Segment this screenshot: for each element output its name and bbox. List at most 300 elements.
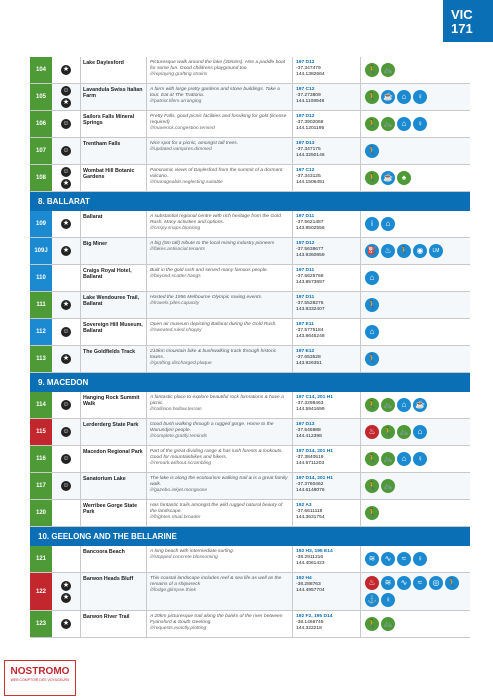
swim-icon: ≋ (381, 576, 395, 590)
site-name: Hanging Rock Summit Walk (80, 392, 146, 418)
site-symbols (52, 111, 80, 137)
LM-icon: LM (429, 244, 443, 258)
walk-icon: 🚶 (365, 452, 379, 466)
table-row (30, 573, 470, 611)
facility-icons (360, 292, 470, 318)
site-location-cell (292, 500, 360, 526)
site-symbols (52, 319, 80, 345)
site-location-cell (292, 57, 360, 83)
site-location-cell (292, 319, 360, 345)
wc-icon: ♀ (413, 452, 427, 466)
bike-icon: 🚲 (381, 452, 395, 466)
longitude: 143.8502556 (296, 226, 325, 232)
star-icon: ★ (62, 66, 70, 73)
facility-icons (360, 473, 470, 499)
site-name: Lake Daylesford (80, 57, 146, 83)
site-symbols (52, 211, 80, 237)
picnic-icon: ⌂ (397, 452, 411, 466)
bike-icon: 🚲 (381, 63, 395, 77)
site-description: Has fantastic trails amongst the wild rugged natural beauty of the landscape. (150, 503, 283, 515)
site-symbols (52, 165, 80, 191)
table-row (30, 346, 470, 373)
facility-icons (360, 265, 470, 291)
walk-icon: 🚶 (365, 144, 379, 158)
latitude: -37.5621487 (296, 220, 324, 226)
walk-icon: 🚶 (365, 90, 379, 104)
site-symbols (52, 265, 80, 291)
what3words-address: ///replaying.grafting.strains (150, 72, 208, 78)
site-symbols (52, 84, 80, 110)
walk-icon: 🚶 (365, 117, 379, 131)
star-icon: ★ (62, 620, 70, 627)
site-description: This coastal landscape includes reef & sea life as well as the remains of a shipwreck (150, 576, 282, 588)
what3words-address: ///manageable.neglecting.suitable (150, 180, 223, 186)
longitude: 144.4061423 (296, 561, 325, 567)
cafe-icon: ☕ (381, 90, 395, 104)
site-name: Bancoora Beach (80, 546, 146, 572)
site-number: 112 (30, 319, 52, 345)
site-location-cell (292, 238, 360, 264)
star-icon: ★ (62, 355, 70, 362)
section-heading-macedon: 9. MACEDON (30, 373, 470, 392)
site-description: Panoramic views of Daylesford from the summit of a dormant volcano. (150, 168, 283, 180)
picnic-icon: ⌂ (397, 90, 411, 104)
longitude: 144.1108948 (296, 99, 325, 105)
site-name: Ballarat (80, 211, 146, 237)
walk-icon: 🚶 (381, 425, 395, 439)
site-number: 105 (30, 84, 52, 110)
site-location-cell (292, 265, 360, 291)
facility-icons (360, 57, 470, 83)
site-name: Barwon Heads Bluff (80, 573, 146, 610)
table-row (30, 211, 470, 238)
latitude: -37.273809 (296, 93, 321, 99)
what3words-address: ///crispy.snaps.blocking (150, 226, 201, 232)
site-symbols (52, 546, 80, 572)
map-reference: 192 H4 (296, 576, 312, 581)
site-name: Sailors Falls Mineral Springs (80, 111, 146, 137)
latitude: -37.3298463 (296, 401, 324, 407)
bike-icon: 🚲 (381, 617, 395, 631)
info-icon: i (365, 217, 379, 231)
site-number: 114 (30, 392, 52, 418)
walk-icon: 🚶 (365, 506, 379, 520)
logo-name: NOSTROMO (10, 666, 70, 677)
site-name: Barwon River Trail (80, 611, 146, 637)
what3words-address: ///grafting.discharged.plaque (150, 361, 212, 367)
smile-icon: ☺ (62, 87, 70, 94)
latitude: -37.5775184 (296, 328, 324, 334)
what3words-address: ///travels.piles.capacity (150, 301, 200, 307)
latitude: -37.347479 (296, 66, 321, 72)
site-symbols (52, 292, 80, 318)
map-reference: 197 D14, 201 H1 (296, 449, 333, 454)
view-icon: ◎ (429, 576, 443, 590)
cafe-icon: ☕ (413, 398, 427, 412)
site-table (30, 57, 470, 638)
site-number: 109J (30, 238, 52, 264)
latitude: -37.653528 (296, 355, 321, 361)
site-name: Sovereign Hill Museum, Ballarat (80, 319, 146, 345)
what3words-address: ///fakes.antisocial.tenants (150, 247, 205, 253)
facility-icons (360, 346, 470, 372)
walk-icon: 🚶 (365, 398, 379, 412)
page-tab (443, 0, 493, 42)
latitude: -37.3760462 (296, 482, 324, 488)
site-description-cell (146, 319, 292, 345)
map-reference: 197 E12 (296, 349, 315, 354)
latitude: -37.5638677 (296, 247, 324, 253)
site-description-cell (146, 392, 292, 418)
site-description: Picturesque walk around the lake (30mins). Hire a paddle boat for some fun. Good childrens playground too. (150, 60, 286, 72)
star-icon: ★ (62, 99, 70, 106)
longitude: 144.4957704 (296, 588, 325, 594)
what3words-address: ///stopped.concrete.blossoming (150, 555, 218, 561)
longitude: 144.1506491 (296, 180, 325, 186)
site-description-cell (146, 84, 292, 110)
table-row (30, 238, 470, 265)
site-name: Trentham Falls (80, 138, 146, 164)
table-row (30, 111, 470, 138)
smile-icon: ☺ (62, 455, 70, 462)
facility-icons (360, 84, 470, 110)
map-reference: 197 D11 (296, 214, 315, 219)
map-reference: 197 D13 (296, 422, 315, 427)
site-symbols (52, 392, 80, 418)
facility-icons (360, 238, 470, 264)
smile-icon: ☺ (62, 401, 70, 408)
table-row (30, 319, 470, 346)
facility-icons (360, 611, 470, 637)
site-description: Pretty Falls, good picnic facilities and fossiking for gold (license required) (150, 114, 287, 126)
table-row (30, 500, 470, 527)
site-description-cell (146, 500, 292, 526)
smile-icon: ☺ (62, 120, 70, 127)
site-symbols (52, 573, 80, 610)
site-description: The lake is along the ecotourism walking trail & is a great family walk. (150, 476, 288, 488)
fire-icon: ♨ (365, 576, 379, 590)
site-description: A long beach with intermediate surfing. (150, 549, 235, 554)
map-reference: 197 C12 (296, 87, 315, 92)
site-location-cell (292, 446, 360, 472)
smile-icon: ☺ (62, 482, 70, 489)
site-description-cell (146, 138, 292, 164)
map-reference: 192 H3, 195 E14 (296, 549, 333, 554)
site-description-cell (146, 473, 292, 499)
wc-icon: ♀ (413, 90, 427, 104)
facility-icons (360, 446, 470, 472)
latitude: -37.3840519 (296, 455, 324, 461)
walk-icon: 🚶 (365, 479, 379, 493)
walk-icon: 🚶 (365, 352, 379, 366)
star-icon: ★ (62, 180, 70, 187)
site-number: 122 (30, 573, 52, 610)
site-description: Good bush walking through a rugged gorge. Home to the Wurundjeri people. (150, 422, 274, 434)
anchor-icon: ⚓ (365, 593, 379, 607)
facility-icons (360, 573, 470, 610)
site-location-cell (292, 292, 360, 318)
site-description-cell (146, 292, 292, 318)
facility-icons (360, 500, 470, 526)
smile-icon: ☺ (62, 328, 70, 335)
food-icon: ♨ (381, 244, 395, 258)
longitude: 144.322218 (296, 626, 322, 632)
facility-icons (360, 138, 470, 164)
walk-icon: 🚶 (365, 171, 379, 185)
what3words-address: ///requests.exactly.plotting (150, 626, 207, 632)
facility-icons (360, 211, 470, 237)
latitude: -38.1466745 (296, 620, 324, 626)
table-row (30, 546, 470, 573)
picnic-icon: ⌂ (413, 425, 427, 439)
group-geelong (30, 546, 470, 638)
dog-icon: ♠ (397, 171, 411, 185)
site-location-cell (292, 111, 360, 137)
picnic-icon: ⌂ (397, 117, 411, 131)
site-location-cell (292, 611, 360, 637)
longitude: 143.926351 (296, 361, 322, 367)
site-description: Open air museum depicting Ballarat during the Gold Rush. (150, 322, 277, 327)
site-description-cell (146, 211, 292, 237)
walk-icon: 🚶 (445, 576, 459, 590)
site-description-cell (146, 611, 292, 637)
swim2-icon: ≈ (413, 576, 427, 590)
site-location-cell (292, 573, 360, 610)
longitude: 144.1201195 (296, 126, 325, 132)
what3words-address: ///beyond.scatter.hangs (150, 274, 201, 280)
map-reference: 197 D12 (296, 241, 315, 246)
section-heading-geelong: 10. GEELONG AND THE BELLARINE (30, 527, 470, 546)
swim2-icon: ≈ (397, 552, 411, 566)
map-reference: 197 C14, 201 H1 (296, 395, 333, 400)
site-location-cell (292, 84, 360, 110)
site-description: A 20km picturesque trail along the banks of the river between Fyansford & South Geelong. (150, 614, 283, 626)
map-reference: 197 D12 (296, 60, 315, 65)
site-location-cell (292, 419, 360, 445)
site-location-cell (292, 346, 360, 372)
section-heading-ballarat: 8. BALLARAT (30, 192, 470, 211)
site-description: A big (5m tall) tribute to the local mining industry pioneers (150, 241, 275, 246)
site-name: Lake Wendouree Trail, Ballarat (80, 292, 146, 318)
facility-icons (360, 392, 470, 418)
table-row (30, 138, 470, 165)
site-number: 117 (30, 473, 52, 499)
map-reference: 197 D11 (296, 295, 315, 300)
site-description: Nice spot for a picnic, amongst tall trees. (150, 141, 239, 146)
museum-icon: ⌂ (365, 325, 379, 339)
smile-icon: ☺ (62, 147, 70, 154)
latitude: -37.545988 (296, 428, 321, 434)
surf-icon: ∿ (381, 552, 395, 566)
latitude: -37.343125 (296, 174, 321, 180)
wc-icon: ♀ (413, 552, 427, 566)
site-number: 110 (30, 265, 52, 291)
site-symbols (52, 446, 80, 472)
map-reference: 197 D14, 201 H1 (296, 476, 333, 481)
site-location-cell (292, 138, 360, 164)
latitude: -37.5625768 (296, 274, 324, 280)
table-row (30, 611, 470, 638)
map-reference: 197 D13 (296, 141, 315, 146)
site-name: Sanatorium Lake (80, 473, 146, 499)
map-reference: 197 E11 (296, 322, 314, 327)
latitude: -37.5528276 (296, 301, 324, 307)
what3words-address: ///frighten.ritual.broader (150, 515, 201, 521)
logo-tagline: WEB COMPTOIR DES VOYAGEURS (10, 678, 70, 682)
site-number: 116 (30, 446, 52, 472)
bike-icon: 🚲 (397, 425, 411, 439)
group-ballarat (30, 211, 470, 373)
longitude: 144.3631754 (296, 515, 325, 521)
bike-icon: 🚲 (381, 479, 395, 493)
swim-icon: ≋ (365, 552, 379, 566)
group-daylesford (30, 57, 470, 192)
site-symbols (52, 473, 80, 499)
site-number: 111 (30, 292, 52, 318)
site-location-cell (292, 546, 360, 572)
star-icon: ★ (62, 593, 70, 601)
site-description: Part of the great dividing range & has lush forests & lookouts. Good for mountainbikes and hikers. (150, 449, 283, 461)
what3words-address: ///updated.vampires.dimmed (150, 147, 212, 153)
fuel-icon: ⛽ (365, 244, 379, 258)
longitude: 143.8645248 (296, 334, 325, 340)
site-description: 210km mountain bike & bushwalking track through historic towns. (150, 349, 277, 361)
page-tab-number: 171 (451, 21, 473, 36)
walk-icon: 🚶 (365, 617, 379, 631)
site-name: Craigs Royal Hotel, Ballarat (80, 265, 146, 291)
museum-icon: ⌂ (381, 217, 395, 231)
longitude: 143.8332407 (296, 307, 325, 313)
site-number: 109 (30, 211, 52, 237)
site-number: 104 (30, 57, 52, 83)
wc-icon: ♀ (413, 117, 427, 131)
walk-icon: 🚶 (397, 244, 411, 258)
site-description: Hosted the 1956 Melbourne Olympic rowing events. (150, 295, 263, 300)
site-description-cell (146, 265, 292, 291)
facility-icons (360, 319, 470, 345)
site-name: Lerderderg State Park (80, 419, 146, 445)
map-reference: 197 C12 (296, 168, 315, 173)
nostromo-logo (4, 660, 76, 696)
site-location-cell (292, 165, 360, 191)
star-icon: ★ (62, 220, 70, 227)
longitude: 144.412398 (296, 434, 322, 440)
longitude: 143.9360859 (296, 253, 325, 259)
site-location-cell (292, 392, 360, 418)
longitude: 144.1382664 (296, 72, 325, 78)
museum-icon: ⌂ (365, 271, 379, 285)
star-icon: ★ (62, 247, 70, 254)
site-description-cell (146, 111, 292, 137)
site-description: A fantastic place to explore beautiful rock formations & have a picnic. (150, 395, 284, 407)
site-description: Built in the gold rush and served many famous people. (150, 268, 268, 273)
map-reference: 192 A3 (296, 503, 312, 508)
bike-icon: 🚲 (381, 398, 395, 412)
site-symbols (52, 346, 80, 372)
site-symbols (52, 500, 80, 526)
camera-icon: ◉ (413, 244, 427, 258)
surf-icon: ∿ (397, 576, 411, 590)
table-row (30, 84, 470, 111)
latitude: -37.3902068 (296, 120, 324, 126)
what3words-address: ///sweated.ruled.choppy (150, 328, 202, 334)
what3words-address: ///maverick.congestion.tensed (150, 126, 215, 132)
table-row (30, 57, 470, 84)
wc-icon: ♀ (381, 593, 395, 607)
facility-icons (360, 111, 470, 137)
site-symbols (52, 57, 80, 83)
site-number: 115 (30, 419, 52, 445)
site-name: Macedon Regional Park (80, 446, 146, 472)
map-reference: 192 F2, 195 D14 (296, 614, 333, 619)
fire-icon: ♨ (365, 425, 379, 439)
star-icon: ★ (62, 581, 70, 589)
smile-icon: ☺ (62, 168, 70, 175)
longitude: 144.5711203 (296, 461, 325, 467)
table-row (30, 446, 470, 473)
page-tab-state: VIC (451, 7, 473, 22)
star-icon: ★ (62, 301, 70, 308)
table-row (30, 292, 470, 319)
what3words-address: ///complete.gratify.reminds (150, 434, 207, 440)
site-description-cell (146, 573, 292, 610)
cafe-icon: ☕ (381, 171, 395, 185)
site-number: 121 (30, 546, 52, 572)
facility-icons (360, 419, 470, 445)
walk-icon: 🚶 (365, 63, 379, 77)
picnic-icon: ⌂ (397, 398, 411, 412)
site-description: A substantial regional centre with rich heritage from the Gold Rush. Many activities and options. (150, 214, 281, 226)
site-name: Lavandula Swiss Italian Farm (80, 84, 146, 110)
site-symbols (52, 419, 80, 445)
site-number: 113 (30, 346, 52, 372)
site-description-cell (146, 546, 292, 572)
longitude: 144.6148076 (296, 488, 325, 494)
latitude: -37.6611118 (296, 509, 323, 515)
table-row (30, 265, 470, 292)
what3words-address: ///lodge.glimpse.think (150, 588, 196, 594)
walk-icon: 🚶 (365, 298, 379, 312)
site-location-cell (292, 473, 360, 499)
site-location-cell (292, 211, 360, 237)
table-row (30, 473, 470, 500)
latitude: -37.347175 (296, 147, 321, 153)
group-macedon (30, 392, 470, 527)
longitude: 144.3250146 (296, 153, 325, 159)
site-number: 120 (30, 500, 52, 526)
site-description-cell (146, 57, 292, 83)
map-reference: 197 D12 (296, 114, 315, 119)
what3words-address: ///collision.hollow.terrain (150, 407, 202, 413)
site-description-cell (146, 346, 292, 372)
site-number: 123 (30, 611, 52, 637)
table-row (30, 165, 470, 192)
what3words-address: ///patriot.lifers.arranging (150, 99, 202, 105)
what3words-address: ///remark.without.scrambling (150, 461, 212, 467)
table-row (30, 419, 470, 446)
site-symbols (52, 611, 80, 637)
site-name: The Goldfields Track (80, 346, 146, 372)
site-description-cell (146, 446, 292, 472)
site-description-cell (146, 165, 292, 191)
site-description-cell (146, 419, 292, 445)
longitude: 143.8573897 (296, 280, 325, 286)
facility-icons (360, 546, 470, 572)
table-row (30, 392, 470, 419)
site-name: Big Miner (80, 238, 146, 264)
site-symbols (52, 238, 80, 264)
latitude: -38.288763 (296, 582, 321, 588)
